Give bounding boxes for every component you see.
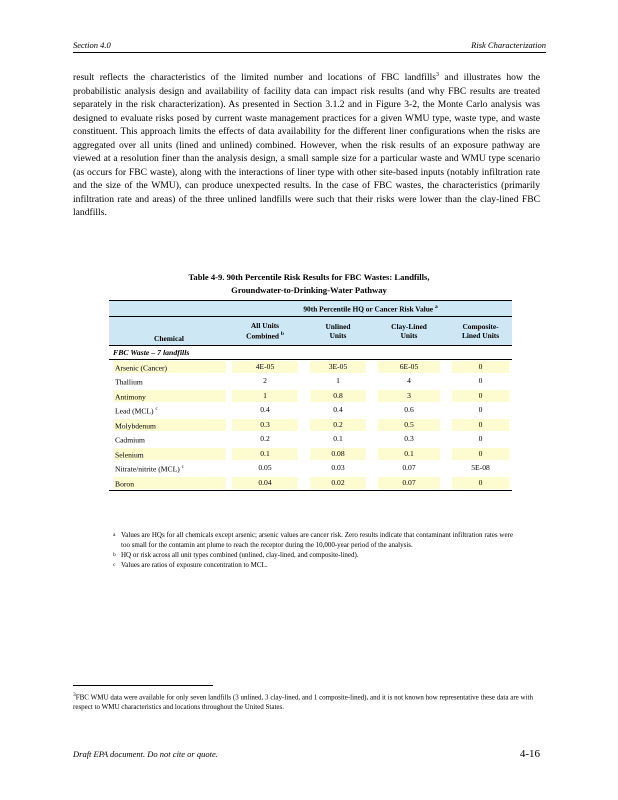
value-cell: 1 <box>229 389 301 404</box>
value-cell: 0 <box>478 376 483 386</box>
table-body <box>109 359 512 491</box>
chemical-cell: Nitrate/nitrite (MCL) $^c$ <box>115 464 184 474</box>
value-cell: 0 <box>449 476 512 491</box>
value-cell: 0.5 <box>375 418 443 433</box>
footnote-mark: 3 <box>73 692 76 698</box>
chemical-cell: Boron <box>109 476 229 491</box>
value-cell: 0.4 <box>333 405 343 415</box>
table-note: b HQ or risk across all unit types combined (unlined, clay-lined, and composite-lined). <box>113 551 359 559</box>
table-row <box>109 418 512 433</box>
value-cell: 0 <box>449 418 512 433</box>
value-cell: 3 <box>375 389 443 404</box>
results-table <box>109 300 512 491</box>
table-title-line2: Groundwater-to-Drinking-Water Pathway <box>231 285 387 295</box>
table-row <box>109 389 512 404</box>
table-row <box>109 461 512 476</box>
value-cell: 0 <box>449 389 512 404</box>
header-title: Risk Characterization <box>471 40 546 50</box>
footnote-divider <box>73 685 213 686</box>
value-cell: 0.3 <box>229 418 301 433</box>
value-cell: 0.07 <box>402 463 416 473</box>
page-footnote <box>73 690 533 712</box>
value-cell: 0.1 <box>375 447 443 462</box>
table-row <box>109 432 512 447</box>
value-cell: 0.07 <box>375 476 443 491</box>
super-header: 90th Percentile HQ or Cancer Risk Value $^a$ <box>229 301 512 317</box>
page-footer <box>73 748 540 760</box>
running-header <box>73 40 546 53</box>
chemical-column-header: Chemical <box>109 316 229 345</box>
body-paragraph <box>73 71 540 220</box>
value-cell: 0 <box>478 434 483 444</box>
chemical-cell: Selenium <box>109 447 229 462</box>
body-text-part1: result reflects the characteristics of the limited number and locations of FBC landfills <box>73 72 437 83</box>
value-cell: 0.8 <box>307 389 369 404</box>
table-row <box>109 359 512 374</box>
value-cell: 0.1 <box>333 434 343 444</box>
value-cell: 0.08 <box>307 447 369 462</box>
value-cell: 0.04 <box>229 476 301 491</box>
chemical-cell: Arsenic (Cancer) <box>109 359 229 374</box>
value-cell: 0.2 <box>307 418 369 433</box>
risk-results-table <box>109 300 512 491</box>
chemical-cell: Antimony <box>109 389 229 404</box>
table-super-header-row <box>109 301 512 317</box>
table-notes <box>113 530 513 570</box>
page-number: 4-16 <box>519 748 540 760</box>
chemical-cell: Lead (MCL) $^c$ <box>115 406 158 416</box>
footnote-ref-mark: 3 <box>436 71 440 78</box>
chemical-cell: Molybdenum <box>109 418 229 433</box>
value-cell: 4 <box>407 376 411 386</box>
value-cell: 4E-05 <box>229 359 301 374</box>
value-cell: 3E-05 <box>307 359 369 374</box>
table-section-row <box>109 345 512 359</box>
table-note: c Values are ratios of exposure concentration to MCL. <box>113 561 268 569</box>
table-note: a Values are HQs for all chemicals except arsenic; arsenic values are cancer risk. Zero results indicate that contaminant infiltration rates were too small for the contamin ant plume to reach the receptor during the 10,000-year period of the analysis. <box>113 531 513 549</box>
table-row <box>109 447 512 462</box>
value-cell: 0 <box>449 359 512 374</box>
table-column-header-row <box>109 316 512 345</box>
col-header-unlined: Unlined Units <box>307 316 369 345</box>
value-cell: 0 <box>449 447 512 462</box>
table-row <box>109 476 512 491</box>
table-title <box>109 271 509 297</box>
body-text-part2: and illustrates how the probabilistic analysis design and availability of facility data can impact risk results (and why FBC results are treated separately in the risk characterization). As presented in Section 3.1.2 and in Figure 3-2, the Monte Carlo analysis was designed to evaluate risks posed by current waste management practices for a given WMU type, waste type, and waste constituent. This approach limits the effects of data availability for the different liner configurations when the risks are aggregated over all units (lined and unlined) combined. However, when the risk results of an exposure pathway are viewed at a resolution finer than the analysis design, a small sample size for a particular waste and WMU type scenario (as occurs for FBC waste), along with the interactions of liner type with other site-based inputs (notably infiltration rate and the size of the WMU), can produce unexpected results. In the case of FBC wastes, the characteristics (primarily infiltration rate and areas) of the three unlined landfills were such that their risks were lower than the clay-lined FBC landfills. <box>73 72 540 218</box>
chemical-cell: Cadmium <box>115 435 145 445</box>
value-cell: 0.03 <box>331 463 345 473</box>
draft-notice: Draft EPA document. Do not cite or quote. <box>73 749 218 759</box>
col-header-composite-lined: Composite- Lined Units <box>449 316 512 345</box>
section-label: FBC Waste – 7 landfills <box>109 345 512 359</box>
value-cell: 0.6 <box>404 405 414 415</box>
value-cell: 0.3 <box>404 434 414 444</box>
value-cell: 1 <box>336 376 340 386</box>
table-row <box>109 403 512 418</box>
chemical-cell: Thallium <box>115 377 143 387</box>
table-row <box>109 374 512 389</box>
col-header-clay-lined: Clay-Lined Units <box>375 316 443 345</box>
value-cell: 2 <box>263 376 267 386</box>
col-header-all-units: All Units Combined $^b$ <box>229 316 301 345</box>
value-cell: 0.05 <box>258 463 272 473</box>
table-title-line1: Table 4-9. 90th Percentile Risk Results for FBC Wastes: Landfills, <box>188 272 430 282</box>
super-header-mark: a <box>434 303 438 310</box>
value-cell: 0.1 <box>229 447 301 462</box>
footnote-text: FBC WMU data were available for only seven landfills (3 unlined, 3 clay-lined, and 1 composite-lined), and it is not known how representative these data are with respect to WMU characteristics and locations throughout the United States. <box>73 693 533 712</box>
header-section: Section 4.0 <box>73 40 111 50</box>
value-cell: 0.2 <box>260 434 270 444</box>
value-cell: 0.02 <box>307 476 369 491</box>
value-cell: 6E-05 <box>375 359 443 374</box>
value-cell: 0.4 <box>260 405 270 415</box>
value-cell: 0 <box>478 405 483 415</box>
value-cell: 5E-08 <box>471 463 490 473</box>
